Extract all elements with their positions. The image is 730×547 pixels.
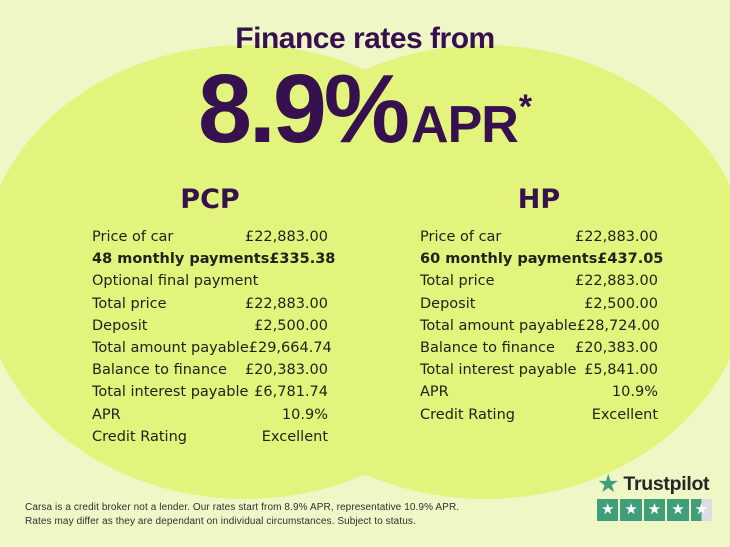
table-row: [92, 381, 328, 403]
row-value: £22,883.00: [244, 295, 328, 312]
row-label: Total price: [92, 295, 167, 312]
row-value: Excellent: [591, 406, 658, 423]
rate-value: 8.9%: [197, 54, 408, 163]
row-label: Deposit: [420, 295, 476, 312]
trustpilot-rating-4-5-stars: [597, 499, 712, 521]
star-half-icon: ★: [691, 499, 712, 521]
row-value: Excellent: [261, 428, 328, 445]
row-value: £6,781.74: [254, 384, 328, 401]
row-label: Total price: [420, 273, 495, 290]
table-row: [92, 337, 332, 359]
row-value: 10.9%: [611, 384, 658, 401]
trustpilot-wordmark: Trustpilot: [623, 472, 710, 495]
disclaimer-line-2: Rates may differ as they are dependant on individual circumstances. Subject to status.: [25, 515, 416, 527]
headline-rate: [0, 54, 730, 163]
row-value: £22,883.00: [244, 229, 328, 246]
row-label: Deposit: [92, 317, 148, 334]
star-full-icon: ★: [620, 499, 641, 521]
table-row: [420, 337, 658, 359]
row-label: 60 monthly payments: [420, 251, 598, 268]
row-value: 10.9%: [281, 406, 328, 423]
row-value: £335.38: [269, 251, 336, 268]
row-value: £20,383.00: [244, 362, 328, 379]
table-row: [420, 315, 658, 337]
pcp-table-title: PCP: [180, 184, 240, 215]
hp-table: [420, 184, 664, 426]
table-row: [420, 359, 658, 381]
row-label: APR: [92, 406, 121, 423]
trustpilot-star-icon: ★: [597, 470, 620, 498]
table-row: [420, 381, 658, 403]
table-row: [92, 404, 328, 426]
star-full-icon: ★: [644, 499, 665, 521]
row-value: £5,841.00: [584, 362, 658, 379]
row-value: £28,724.00: [576, 317, 660, 334]
rate-unit: APR: [411, 96, 518, 154]
hp-table-rows: [420, 226, 664, 426]
row-label: APR: [420, 384, 449, 401]
row-label: Balance to finance: [92, 362, 227, 379]
star-full-icon: ★: [667, 499, 688, 521]
row-label: Total interest payable: [420, 362, 577, 379]
table-row: [92, 270, 328, 292]
table-row: [420, 404, 658, 426]
row-label: Total amount payable: [92, 340, 249, 357]
table-row: [420, 226, 658, 248]
row-value: £20,383.00: [574, 340, 658, 357]
row-label: Credit Rating: [420, 406, 515, 423]
trustpilot-badge: [597, 472, 712, 521]
row-label: Total amount payable: [420, 317, 577, 334]
row-value: £29,664.74: [248, 340, 332, 357]
trustpilot-logo: [597, 472, 712, 496]
table-row: [92, 315, 328, 337]
star-full-icon: ★: [597, 499, 618, 521]
row-label: Credit Rating: [92, 428, 187, 445]
pcp-table: [92, 184, 336, 448]
row-label: Optional final payment: [92, 273, 259, 290]
disclaimer-line-1: Carsa is a credit broker not a lender. Our rates start from 8.9% APR, representative 10.9% APR.: [25, 502, 460, 513]
table-row: [92, 226, 328, 248]
row-value: £22,883.00: [574, 273, 658, 290]
page-title: Finance rates from: [235, 22, 495, 55]
table-row: [420, 248, 664, 270]
rate-footnote-marker: *: [518, 88, 533, 126]
row-value: £437.05: [597, 251, 664, 268]
row-label: Total interest payable: [92, 384, 249, 401]
table-row: [420, 293, 658, 315]
table-row: [92, 359, 328, 381]
table-row: [92, 426, 328, 448]
table-row: [420, 270, 658, 292]
row-value: £22,883.00: [574, 229, 658, 246]
hp-table-title: HP: [517, 184, 561, 215]
table-row: [92, 293, 328, 315]
pcp-table-rows: [92, 226, 336, 448]
row-label: Price of car: [92, 229, 174, 246]
row-value: £2,500.00: [584, 295, 658, 312]
row-value: £2,500.00: [254, 317, 328, 334]
row-label: 48 monthly payments: [92, 251, 270, 268]
legal-disclaimer: [25, 501, 459, 528]
row-label: Price of car: [420, 229, 502, 246]
row-label: Balance to finance: [420, 340, 555, 357]
table-row: [92, 248, 336, 270]
